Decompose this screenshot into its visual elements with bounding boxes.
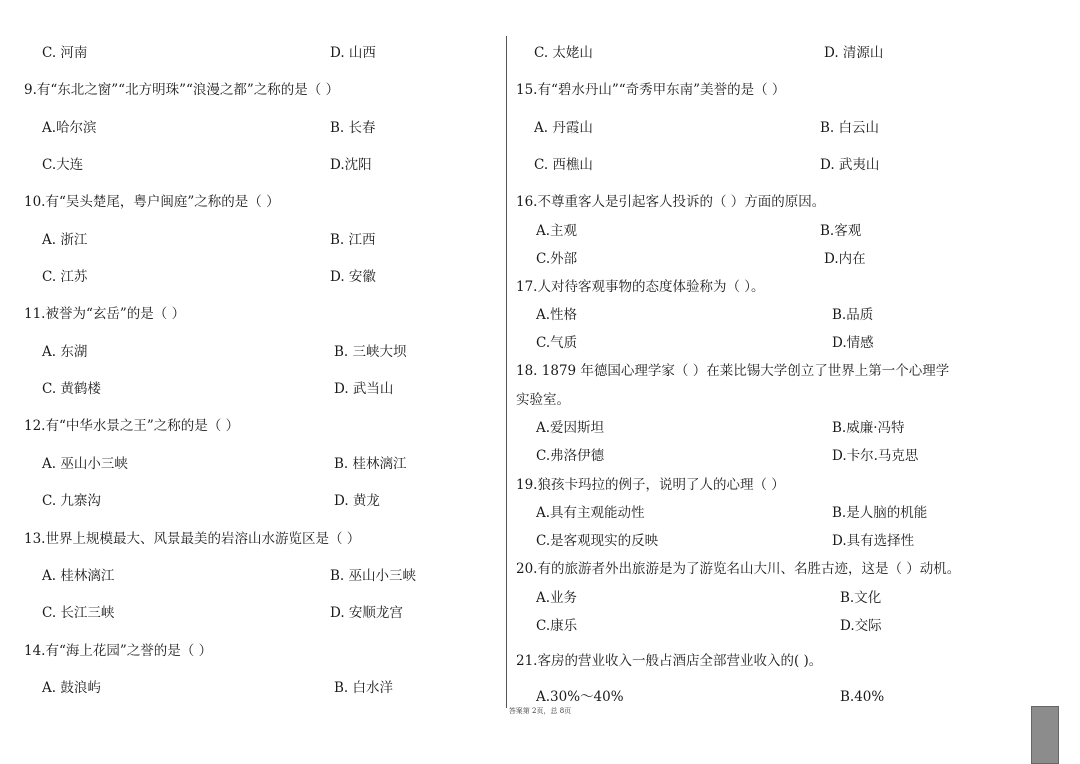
q15-option-d: D. 武夷山 — [820, 157, 880, 173]
right-column — [516, 0, 1016, 710]
q9-stem: 9.有“东北之窗”“北方明珠”“浪漫之都”之称的是（ ） — [24, 82, 340, 98]
q12-option-d: D. 黄龙 — [334, 493, 380, 509]
q20-option-d: D.交际 — [840, 618, 882, 634]
q18-option-d: D.卡尔.马克思 — [832, 448, 919, 464]
left-column — [24, 0, 494, 710]
q14-option-c: C. 太姥山 — [534, 45, 593, 61]
q19-option-a: A.具有主观能动性 — [536, 505, 645, 521]
q17-option-a: A.性格 — [536, 307, 578, 323]
q20-option-a: A.业务 — [536, 590, 578, 606]
q15-option-c: C. 西樵山 — [534, 157, 593, 173]
q21-option-b: B.40% — [840, 689, 885, 705]
q17-stem: 17.人对待客观事物的态度体验称为（ ）。 — [516, 279, 765, 295]
page-footer: 答案第 2页，总 8页 — [508, 707, 572, 715]
q13-option-a: A. 桂林漓江 — [42, 568, 115, 584]
q14-option-d: D. 清源山 — [824, 45, 884, 61]
q18-option-b: B.威廉·冯特 — [832, 420, 905, 436]
q11-option-a: A. 东湖 — [42, 344, 88, 360]
q13-option-d: D. 安顺龙宫 — [330, 605, 403, 621]
q15-stem: 15.有“碧水丹山”“奇秀甲东南”美誉的是（ ） — [516, 82, 786, 98]
q15-option-b: B. 白云山 — [820, 120, 880, 136]
q18-option-c: C.弗洛伊德 — [536, 448, 605, 464]
q12-option-c: C. 九寨沟 — [42, 493, 101, 509]
q19-option-d: D.具有选择性 — [832, 533, 915, 549]
q17-option-d: D.情感 — [832, 335, 874, 351]
q10-option-c: C. 江苏 — [42, 269, 88, 285]
q16-option-a: A.主观 — [536, 223, 578, 239]
q20-stem: 20.有的旅游者外出旅游是为了游览名山大川、名胜古迹，这是（ ）动机。 — [516, 561, 961, 577]
q20-option-c: C.康乐 — [536, 618, 578, 634]
q11-option-d: D. 武当山 — [334, 381, 394, 397]
q21-option-a: A.30%～40% — [536, 689, 624, 705]
q16-stem: 16.不尊重客人是引起客人投诉的（ ）方面的原因。 — [516, 194, 826, 210]
q19-option-b: B.是人脑的机能 — [832, 505, 928, 521]
q13-option-b: B. 巫山小三峡 — [330, 568, 417, 584]
q18-option-a: A.爱因斯坦 — [536, 420, 605, 436]
q10-stem: 10.有“吴头楚尾，粤户闽庭”之称的是（ ） — [24, 194, 280, 210]
q13-stem: 13.世界上规模最大、风景最美的岩溶山水游览区是（ ） — [24, 531, 361, 547]
q12-stem: 12.有“中华水景之王”之称的是（ ） — [24, 418, 240, 434]
q18-stem: 18. 1879 年德国心理学家（ ）在莱比锡大学创立了世界上第一个心理学 — [516, 363, 950, 379]
q9-option-b: B. 长春 — [330, 120, 376, 136]
q9-option-d: D.沈阳 — [330, 157, 372, 173]
q17-option-b: B.品质 — [832, 307, 874, 323]
q14-option-b: B. 白水洋 — [334, 680, 394, 696]
q11-option-c: C. 黄鹤楼 — [42, 381, 101, 397]
q16-option-c: C.外部 — [536, 251, 578, 267]
q15-option-a: A. 丹霞山 — [534, 120, 593, 136]
q16-option-b: B.客观 — [820, 223, 862, 239]
q10-option-b: B. 江西 — [330, 232, 376, 248]
q13-option-c: C. 长江三峡 — [42, 605, 115, 621]
q20-option-b: B.文化 — [840, 590, 882, 606]
q16-option-d: D.内在 — [824, 251, 866, 267]
q11-stem: 11.被誉为“玄岳”的是（ ） — [24, 306, 186, 322]
q18-stem-continued: 实验室。 — [516, 392, 570, 408]
q17-option-c: C.气质 — [536, 335, 578, 351]
column-divider — [506, 36, 507, 708]
q12-option-b: B. 桂林漓江 — [334, 456, 407, 472]
q14-stem: 14.有“海上花园”之誉的是（ ） — [24, 643, 213, 659]
q8-option-c: C. 河南 — [42, 45, 88, 61]
scroll-marker — [1031, 706, 1059, 764]
q14-option-a: A. 鼓浪屿 — [42, 680, 101, 696]
q19-option-c: C.是客观现实的反映 — [536, 533, 659, 549]
q10-option-a: A. 浙江 — [42, 232, 88, 248]
q19-stem: 19.狼孩卡玛拉的例子，说明了人的心理（ ） — [516, 477, 785, 493]
q12-option-a: A. 巫山小三峡 — [42, 456, 128, 472]
q8-option-d: D. 山西 — [330, 45, 376, 61]
q21-stem: 21.客房的营业收入一般占酒店全部营业收入的( )。 — [516, 653, 823, 669]
q11-option-b: B. 三峡大坝 — [334, 344, 407, 360]
q10-option-d: D. 安徽 — [330, 269, 376, 285]
q9-option-c: C.大连 — [42, 157, 84, 173]
q9-option-a: A.哈尔滨 — [42, 120, 97, 136]
